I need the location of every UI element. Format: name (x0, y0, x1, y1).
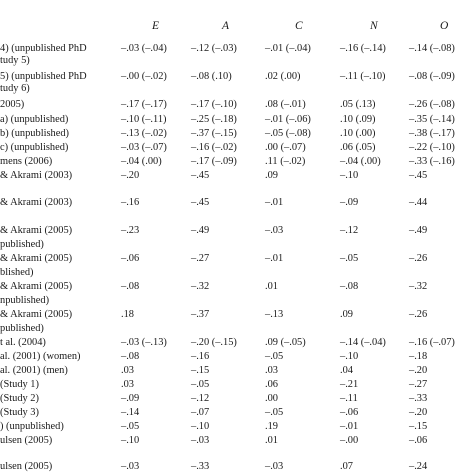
correlation-cell-a: –.45 (191, 170, 210, 181)
correlation-cell-e: .18 (121, 309, 134, 320)
table-row (0, 365, 474, 377)
correlation-cell-a: –.37 (191, 309, 210, 320)
correlation-cell-c: –.01 (–.06) (265, 114, 311, 125)
correlation-cell-e: –.13 (–.02) (121, 128, 167, 139)
correlation-cell-n: .07 (340, 461, 353, 472)
correlation-cell-o: –.26 (409, 309, 428, 320)
table-row (0, 295, 474, 307)
correlation-cell-c: .01 (265, 435, 278, 446)
study-label: c) (unpublished) (0, 142, 69, 153)
correlation-cell-o: –.20 (409, 407, 428, 418)
correlation-cell-o: –.18 (409, 351, 428, 362)
correlation-cell-o: –.26 (409, 253, 428, 264)
correlation-cell-n: .05 (.13) (340, 99, 376, 110)
table-row (0, 309, 474, 321)
correlation-cell-o: –.26 (–.08) (409, 99, 455, 110)
study-label: tudy 6) (0, 83, 30, 94)
study-label: & Akrami (2005) (0, 309, 73, 320)
correlation-cell-a: –.32 (191, 281, 210, 292)
table-row (0, 43, 474, 55)
correlation-cell-a: –.08 (.10) (191, 71, 232, 82)
correlation-cell-e: –.09 (121, 393, 140, 404)
table-row (0, 239, 474, 251)
study-label: mens (2006) (0, 156, 53, 167)
correlation-cell-a: –.33 (191, 461, 210, 472)
correlation-cell-o: –.32 (409, 281, 428, 292)
correlation-cell-e: –.03 (121, 461, 140, 472)
header-openness: O (440, 20, 449, 32)
header-agreeableness: A (222, 20, 230, 32)
correlation-cell-c: –.05 (265, 351, 284, 362)
study-label: al. (2001) (men) (0, 365, 68, 376)
table-row (0, 351, 474, 363)
correlation-cell-o: –.14 (–.08) (409, 43, 455, 54)
study-label: a) (unpublished) (0, 114, 69, 125)
correlation-cell-c: –.03 (265, 461, 284, 472)
correlation-cell-o: –.08 (–.09) (409, 71, 455, 82)
header-conscientiousness: C (295, 20, 303, 32)
correlation-cell-n: .09 (340, 309, 353, 320)
correlation-cell-c: .09 (265, 170, 278, 181)
correlation-cell-n: –.05 (340, 253, 359, 264)
correlation-cell-a: –.05 (191, 379, 210, 390)
correlation-cell-e: –.08 (121, 281, 140, 292)
correlation-cell-n: .06 (.05) (340, 142, 376, 153)
table-row (0, 267, 474, 279)
correlation-cell-e: –.23 (121, 225, 140, 236)
correlation-cell-o: –.49 (409, 225, 428, 236)
correlation-cell-n: –.12 (340, 225, 359, 236)
correlation-cell-e: –.17 (–.17) (121, 99, 167, 110)
correlation-cell-o: –.44 (409, 197, 428, 208)
correlation-cell-c: –.01 (265, 253, 284, 264)
correlation-cell-c: .09 (–.05) (265, 337, 306, 348)
correlation-cell-c: .01 (265, 281, 278, 292)
study-label: 4) (unpublished PhD (0, 43, 87, 54)
correlation-cell-a: –.20 (–.15) (191, 337, 237, 348)
correlation-cell-a: –.12 (–.03) (191, 43, 237, 54)
correlation-cell-a: –.07 (191, 407, 210, 418)
correlation-cell-a: –.45 (191, 197, 210, 208)
table-row (0, 99, 474, 111)
study-label: & Akrami (2005) (0, 281, 73, 292)
study-label: published) (0, 323, 44, 334)
study-label: b) (unpublished) (0, 128, 69, 139)
table-row (0, 281, 474, 293)
correlation-cell-e: –.00 (–.02) (121, 71, 167, 82)
correlation-cell-c: .03 (265, 365, 278, 376)
correlation-cell-e: –.03 (–.13) (121, 337, 167, 348)
correlation-cell-o: –.24 (409, 461, 428, 472)
table-row (0, 128, 474, 140)
table-row (0, 421, 474, 433)
correlation-cell-n: –.11 (340, 393, 358, 404)
correlation-cell-n: –.10 (340, 351, 359, 362)
correlation-cell-o: –.35 (–.14) (409, 114, 455, 125)
table-row (0, 170, 474, 182)
study-label: blished) (0, 267, 34, 278)
correlation-cell-o: –.33 (409, 393, 428, 404)
correlation-cell-c: .08 (–.01) (265, 99, 306, 110)
study-label: al. (2001) (women) (0, 351, 81, 362)
study-label: published) (0, 239, 44, 250)
correlation-cell-a: –.25 (–.18) (191, 114, 237, 125)
study-label: & Akrami (2005) (0, 253, 73, 264)
correlation-cell-o: –.06 (409, 435, 428, 446)
study-label: ) (unpublished) (0, 421, 64, 432)
study-label: ulsen (2005) (0, 435, 53, 446)
correlation-cell-e: .03 (121, 365, 134, 376)
correlation-cell-a: –.16 (–.02) (191, 142, 237, 153)
table-row (0, 83, 474, 95)
correlation-cell-a: –.03 (191, 435, 210, 446)
correlation-cell-n: –.11 (–.10) (340, 71, 386, 82)
correlation-cell-c: –.01 (–.04) (265, 43, 311, 54)
correlation-cell-c: –.13 (265, 309, 284, 320)
correlation-cell-a: –.37 (–.15) (191, 128, 237, 139)
study-label: npublished) (0, 295, 50, 306)
header-extraversion: E (152, 20, 160, 32)
study-label: & Akrami (2005) (0, 225, 73, 236)
correlation-cell-n: –.00 (340, 435, 359, 446)
correlation-cell-e: .03 (121, 379, 134, 390)
table-row (0, 156, 474, 168)
correlation-cell-n: –.01 (340, 421, 359, 432)
correlation-cell-n: –.06 (340, 407, 359, 418)
correlation-cell-o: –.22 (–.10) (409, 142, 455, 153)
correlation-cell-o: –.33 (–.16) (409, 156, 455, 167)
correlation-cell-o: –.38 (–.17) (409, 128, 455, 139)
correlation-cell-c: .11 (–.02) (265, 156, 306, 167)
correlation-cell-c: .06 (265, 379, 278, 390)
correlation-cell-a: –.10 (191, 421, 210, 432)
study-label: & Akrami (2003) (0, 197, 73, 208)
study-label: (Study 1) (0, 379, 39, 390)
table-row (0, 55, 474, 67)
correlation-cell-e: –.08 (121, 351, 140, 362)
correlation-cell-n: –.10 (340, 170, 359, 181)
correlation-cell-n: –.08 (340, 281, 359, 292)
table-row (0, 379, 474, 391)
correlation-cell-n: .04 (340, 365, 353, 376)
correlation-cell-n: .10 (.00) (340, 128, 376, 139)
study-label: t al. (2004) (0, 337, 46, 348)
correlation-cell-e: –.16 (121, 197, 140, 208)
correlation-cell-o: –.27 (409, 379, 428, 390)
correlation-cell-o: –.45 (409, 170, 428, 181)
correlation-cell-a: –.27 (191, 253, 210, 264)
correlation-cell-c: –.03 (265, 225, 284, 236)
table-row (0, 435, 474, 447)
correlation-cell-n: –.16 (–.14) (340, 43, 386, 54)
correlation-cell-c: –.05 (–.08) (265, 128, 311, 139)
correlation-cell-e: –.06 (121, 253, 140, 264)
correlation-cell-n: .10 (.09) (340, 114, 376, 125)
study-label: tudy 5) (0, 55, 30, 66)
correlation-cell-n: –.04 (.00) (340, 156, 381, 167)
study-label: (Study 3) (0, 407, 39, 418)
table-row (0, 323, 474, 335)
header-neuroticism: N (370, 20, 378, 32)
correlation-cell-e: –.05 (121, 421, 140, 432)
correlation-cell-e: –.03 (–.07) (121, 142, 167, 153)
correlation-cell-o: –.20 (409, 365, 428, 376)
correlation-cell-a: –.16 (191, 351, 210, 362)
correlation-cell-a: –.12 (191, 393, 210, 404)
correlation-cell-c: –.05 (265, 407, 284, 418)
correlation-cell-n: –.09 (340, 197, 359, 208)
correlation-cell-a: –.17 (–.10) (191, 99, 237, 110)
table-row (0, 142, 474, 154)
correlation-cell-c: .00 (265, 393, 278, 404)
study-label: 2005) (0, 99, 25, 110)
correlation-cell-c: .02 (.00) (265, 71, 301, 82)
table-row (0, 337, 474, 349)
correlation-cell-a: –.17 (–.09) (191, 156, 237, 167)
table-row (0, 407, 474, 419)
table-row (0, 253, 474, 265)
correlation-cell-a: –.15 (191, 365, 210, 376)
study-label: ulsen (2005) (0, 461, 53, 472)
correlation-cell-c: –.01 (265, 197, 284, 208)
correlation-cell-e: –.14 (121, 407, 140, 418)
table-row (0, 71, 474, 83)
table-row (0, 461, 474, 473)
study-label: & Akrami (2003) (0, 170, 73, 181)
study-label: 5) (unpublished PhD (0, 71, 87, 82)
correlation-cell-e: –.03 (–.04) (121, 43, 167, 54)
correlation-cell-e: –.04 (.00) (121, 156, 162, 167)
correlation-cell-n: –.21 (340, 379, 359, 390)
study-label: (Study 2) (0, 393, 39, 404)
table-row (0, 114, 474, 126)
table-row (0, 225, 474, 237)
correlation-cell-o: –.16 (–.07) (409, 337, 455, 348)
correlation-cell-n: –.14 (–.04) (340, 337, 386, 348)
correlation-cell-e: –.10 (121, 435, 140, 446)
correlation-cell-c: .19 (265, 421, 278, 432)
correlation-cell-a: –.49 (191, 225, 210, 236)
table-row (0, 393, 474, 405)
correlation-cell-e: –.10 (–.11) (121, 114, 167, 125)
table-row (0, 197, 474, 209)
correlation-cell-e: –.20 (121, 170, 140, 181)
correlation-cell-o: –.15 (409, 421, 428, 432)
correlation-cell-c: .00 (–.07) (265, 142, 306, 153)
